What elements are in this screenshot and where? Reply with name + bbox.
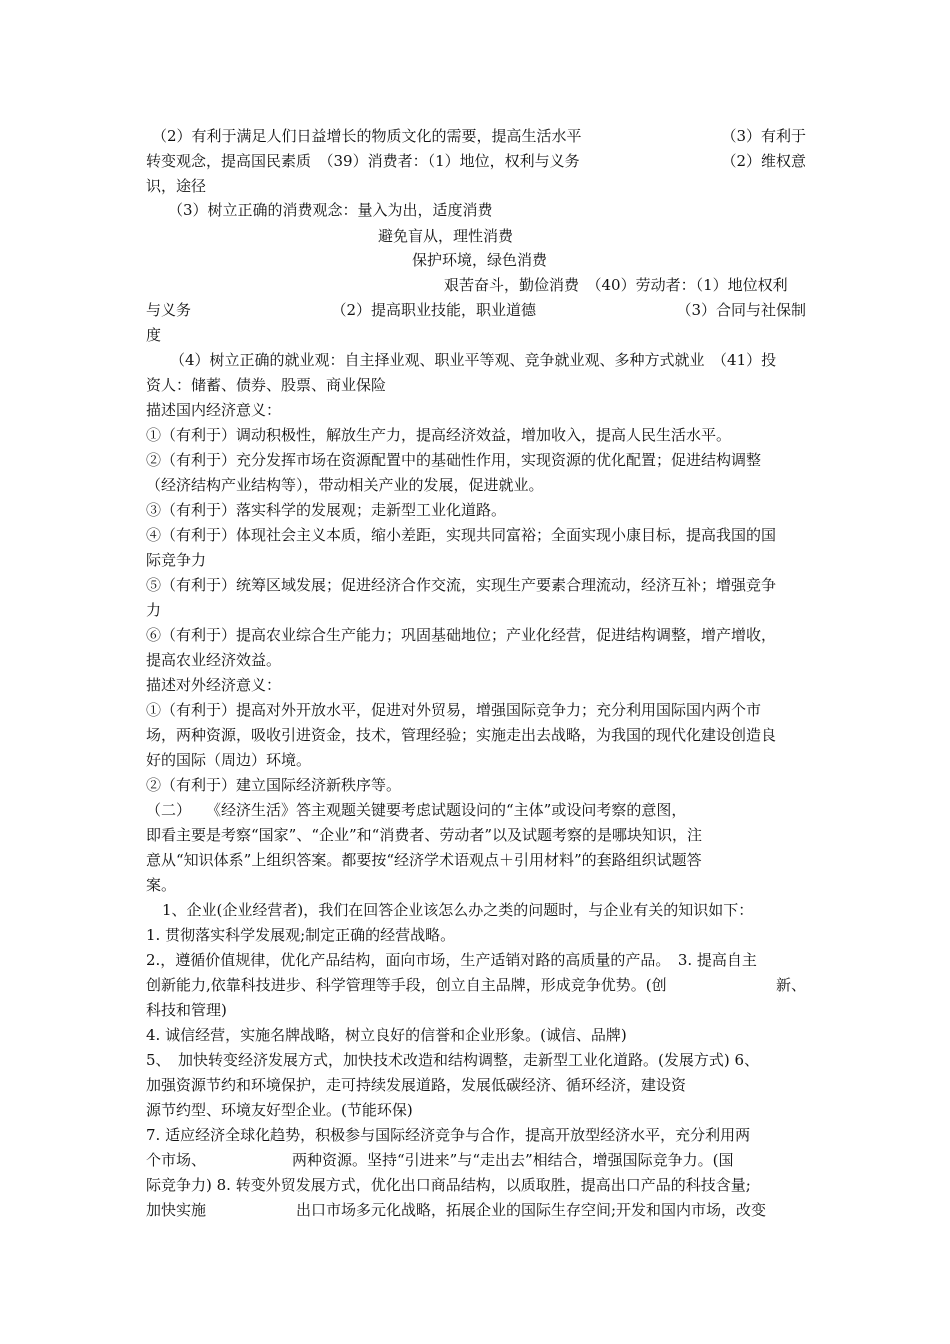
text-line: ⑥（有利于）提高农业综合生产能力；巩固基础地位；产业化经营，促进结构调整，增产增收， — [146, 626, 777, 644]
text-line: 转变观念，提高国民素质 （39）消费者：（1）地位，权利与义务 （2）维权意 — [146, 152, 806, 170]
text-line: 好的国际（周边）环境。 — [146, 751, 312, 769]
text-line: 案。 — [146, 876, 177, 894]
text-line: 与义务 （2）提高职业技能，职业道德 （3）合同与社保制 — [146, 301, 806, 319]
text-line: 资人：储蓄、债券、股票、商业保险 — [146, 376, 387, 394]
text-line: （2）有利于满足人们日益增长的物质文化的需要，提高生活水平 （3）有利于 — [152, 127, 806, 145]
text-line: 4. 诚信经营，实施名牌战略，树立良好的信誉和企业形象。(诚信、品牌) — [146, 1026, 627, 1044]
text-line: ④（有利于）体现社会主义本质，缩小差距，实现共同富裕；全面实现小康目标，提高我国的国 — [146, 526, 777, 544]
text-line: 避免盲从，理性消费 — [378, 227, 514, 245]
text-line: ②（有利于）充分发挥市场在资源配置中的基础性作用，实现资源的优化配置；促进结构调整 — [146, 451, 762, 469]
text-line: ①（有利于）提高对外开放水平，促进对外贸易，增强国际竞争力；充分利用国际国内两个市 — [146, 701, 762, 719]
text-line: 加强资源节约和环境保护，走可持续发展道路，发展低碳经济、循环经济，建设资 — [146, 1076, 687, 1094]
text-line: （3）树立正确的消费观念：量入为出，适度消费 — [168, 201, 493, 219]
section-heading: 描述国内经济意义： — [146, 401, 282, 419]
text-line: 出口市场多元化战略，拓展企业的国际生存空间;开发和国内市场，改变 — [296, 1201, 767, 1219]
text-line: 意从“知识体系”上组织答案。都要按“经济学术语观点＋引用材料”的套路组织试题答 — [146, 851, 702, 869]
text-line: 1. 贯彻落实科学发展观;制定正确的经营战略。 — [146, 926, 456, 944]
text-line: （经济结构产业结构等），带动相关产业的发展，促进就业。 — [146, 476, 544, 494]
text-line: 艰苦奋斗，勤俭消费 （40）劳动者：（1）地位权利 — [444, 276, 788, 294]
text-line: 7. 适应经济全球化趋势，积极参与国际经济竞争与合作，提高开放型经济水平，充分利用两 — [146, 1126, 751, 1144]
text-line: 5、 加快转变经济发展方式，加快技术改造和结构调整，走新型工业化道路。(发展方式) 6、 — [146, 1051, 760, 1069]
text-line: 加快实施 — [146, 1201, 207, 1219]
text-line: 创新能力,依靠科技进步、科学管理等手段，创立自主品牌，形成竞争优势。(创 新、 — [146, 976, 806, 994]
text-line: 两种资源。坚持“引进来”与“走出去”相结合，增强国际竞争力。(国 — [292, 1151, 734, 1169]
text-line: ③（有利于）落实科学的发展观；走新型工业化道路。 — [146, 501, 507, 519]
section-heading: （二） 《经济生活》答主观题关键要考虑试题设问的“主体”或设问考察的意图， — [146, 801, 687, 819]
text-line: 科技和管理) — [146, 1001, 227, 1019]
text-line: 际竞争力 — [146, 551, 207, 569]
text-line: ①（有利于）调动积极性，解放生产力，提高经济效益，增加收入，提高人民生活水平。 — [146, 426, 732, 444]
text-line: 1、企业(企业经营者)，我们在回答企业该怎么办之类的问题时，与企业有关的知识如下： — [162, 901, 754, 919]
text-line: 源节约型、环境友好型企业。(节能环保) — [146, 1101, 413, 1119]
text-line: 2.，遵循价值规律，优化产品结构，面向市场，生产适销对路的高质量的产品。 3. 提高自主 — [146, 951, 757, 969]
text-line: 个市场、 — [146, 1151, 207, 1169]
text-line: 场，两种资源，吸收引进资金，技术，管理经验；实施走出去战略，为我国的现代化建设创造良 — [146, 726, 777, 744]
text-line: （4）树立正确的就业观：自主择业观、职业平等观、竞争就业观、多种方式就业 （41）投 — [170, 351, 777, 369]
text-line: 识，途径 — [146, 177, 207, 195]
text-line: ⑤（有利于）统筹区域发展；促进经济合作交流，实现生产要素合理流动，经济互补；增强竞争 — [146, 576, 777, 594]
text-line: 即看主要是考察“国家”、“企业”和“消费者、劳动者”以及试题考察的是哪块知识，注 — [146, 826, 703, 844]
text-line: 际竞争力) 8. 转变外贸发展方式，优化出口商品结构，以质取胜，提高出口产品的科技含量; — [146, 1176, 751, 1194]
text-line: 提高农业经济效益。 — [146, 651, 282, 669]
section-heading: 描述对外经济意义： — [146, 676, 282, 694]
text-line: 保护环境，绿色消费 — [412, 251, 548, 269]
text-line: 度 — [146, 326, 162, 344]
text-line: 力 — [146, 601, 162, 619]
text-line: ②（有利于）建立国际经济新秩序等。 — [146, 776, 402, 794]
